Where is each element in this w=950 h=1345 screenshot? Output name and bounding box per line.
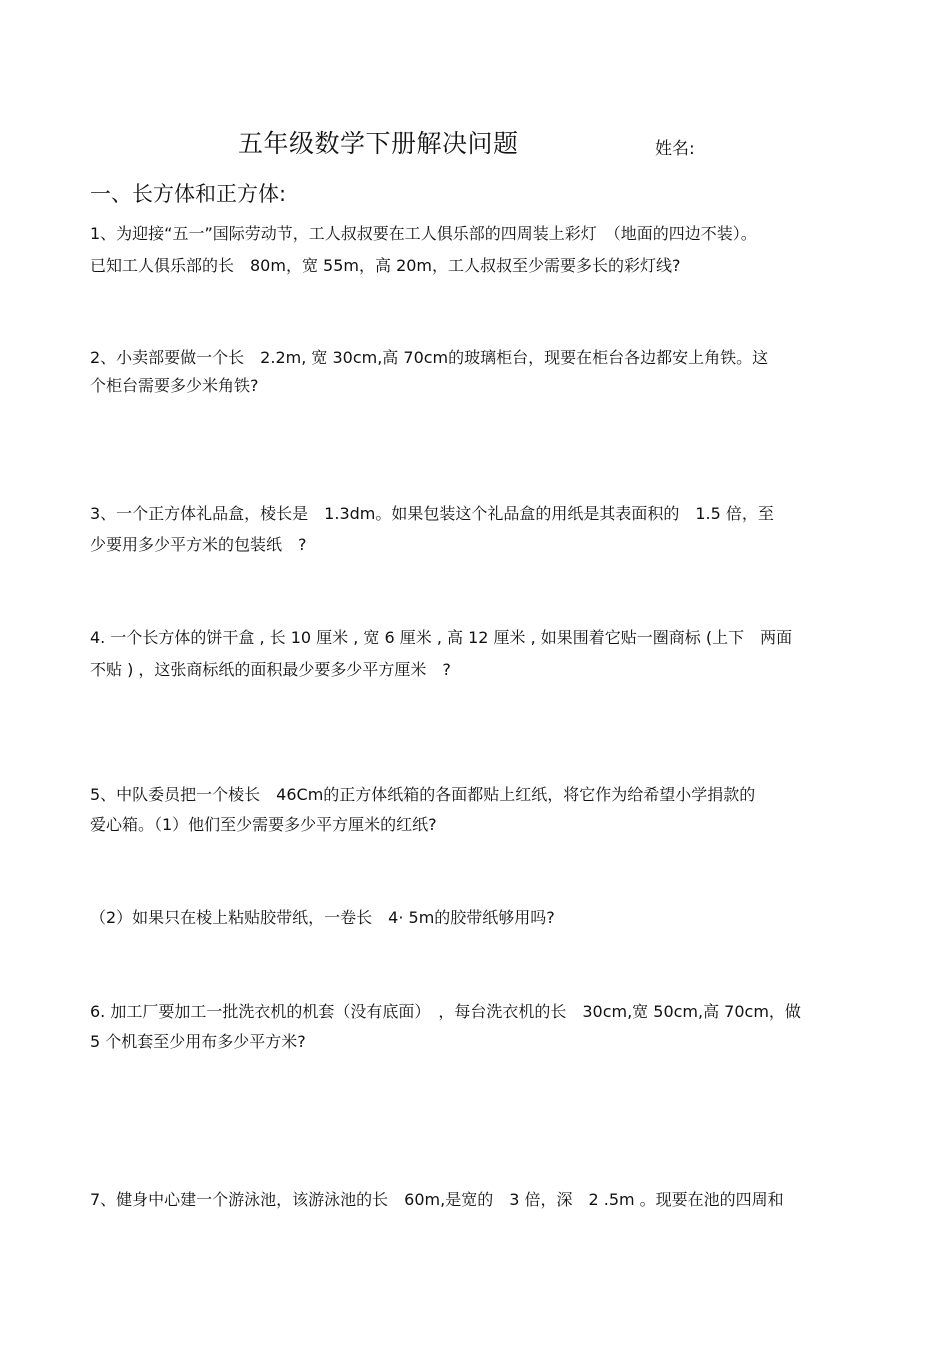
problem-1-line-1: 1、为迎接“五一”国际劳动节，工人叔叔要在工人俱乐部的四周装上彩灯 （地面的四边不装）。 <box>90 224 757 243</box>
problem-2-line-1: 2、小卖部要做一个长 2.2m, 宽 30cm,高 70cm的玻璃柜台，现要在柜台各边都安上角铁。这 <box>90 348 769 367</box>
name-label: 姓名: <box>655 139 695 159</box>
problem-5-line-1: 5、中队委员把一个棱长 46Cm的正方体纸箱的各面都贴上红纸，将它作为给希望小学捐款的 <box>90 785 756 804</box>
problem-7-line-1: 7、健身中心建一个游泳池，该游泳池的长 60m,是宽的 3 倍，深 2 .5m 。现要在池的四周和 <box>90 1190 784 1209</box>
problem-5-line-2: 爱心箱。（1）他们至少需要多少平方厘米的红纸? <box>90 815 437 834</box>
problem-4-line-2: 不贴 ) ，这张商标纸的面积最少要多少平方厘米 ? <box>90 660 451 679</box>
problem-5-part-2-line-1: （2）如果只在棱上粘贴胶带纸，一卷长 4· 5m的胶带纸够用吗? <box>90 908 555 927</box>
problem-6-line-1: 6. 加工厂要加工一批洗衣机的机套（没有底面） ，每台洗衣机的长 30cm,宽 50cm,高 70cm，做 <box>90 1002 801 1021</box>
section-heading: 一、长方体和正方体: <box>90 182 287 206</box>
page-title: 五年级数学下册解决问题 <box>238 129 519 158</box>
problem-2-line-2: 个柜台需要多少米角铁? <box>90 376 259 395</box>
problem-6-line-2: 5 个机套至少用布多少平方米? <box>90 1032 306 1051</box>
problem-1-line-2: 已知工人俱乐部的长 80m，宽 55m，高 20m，工人叔叔至少需要多长的彩灯线? <box>90 256 681 275</box>
problem-4-line-1: 4. 一个长方体的饼干盒 , 长 10 厘米 , 宽 6 厘米 , 高 12 厘米 , 如果围着它贴一圈商标 (上下 两面 <box>90 628 793 647</box>
problem-3-line-2: 少要用多少平方米的包装纸 ? <box>90 535 307 554</box>
problem-3-line-1: 3、一个正方体礼品盒，棱长是 1.3dm。如果包装这个礼品盒的用纸是其表面积的 1.5 倍，至 <box>90 504 774 523</box>
